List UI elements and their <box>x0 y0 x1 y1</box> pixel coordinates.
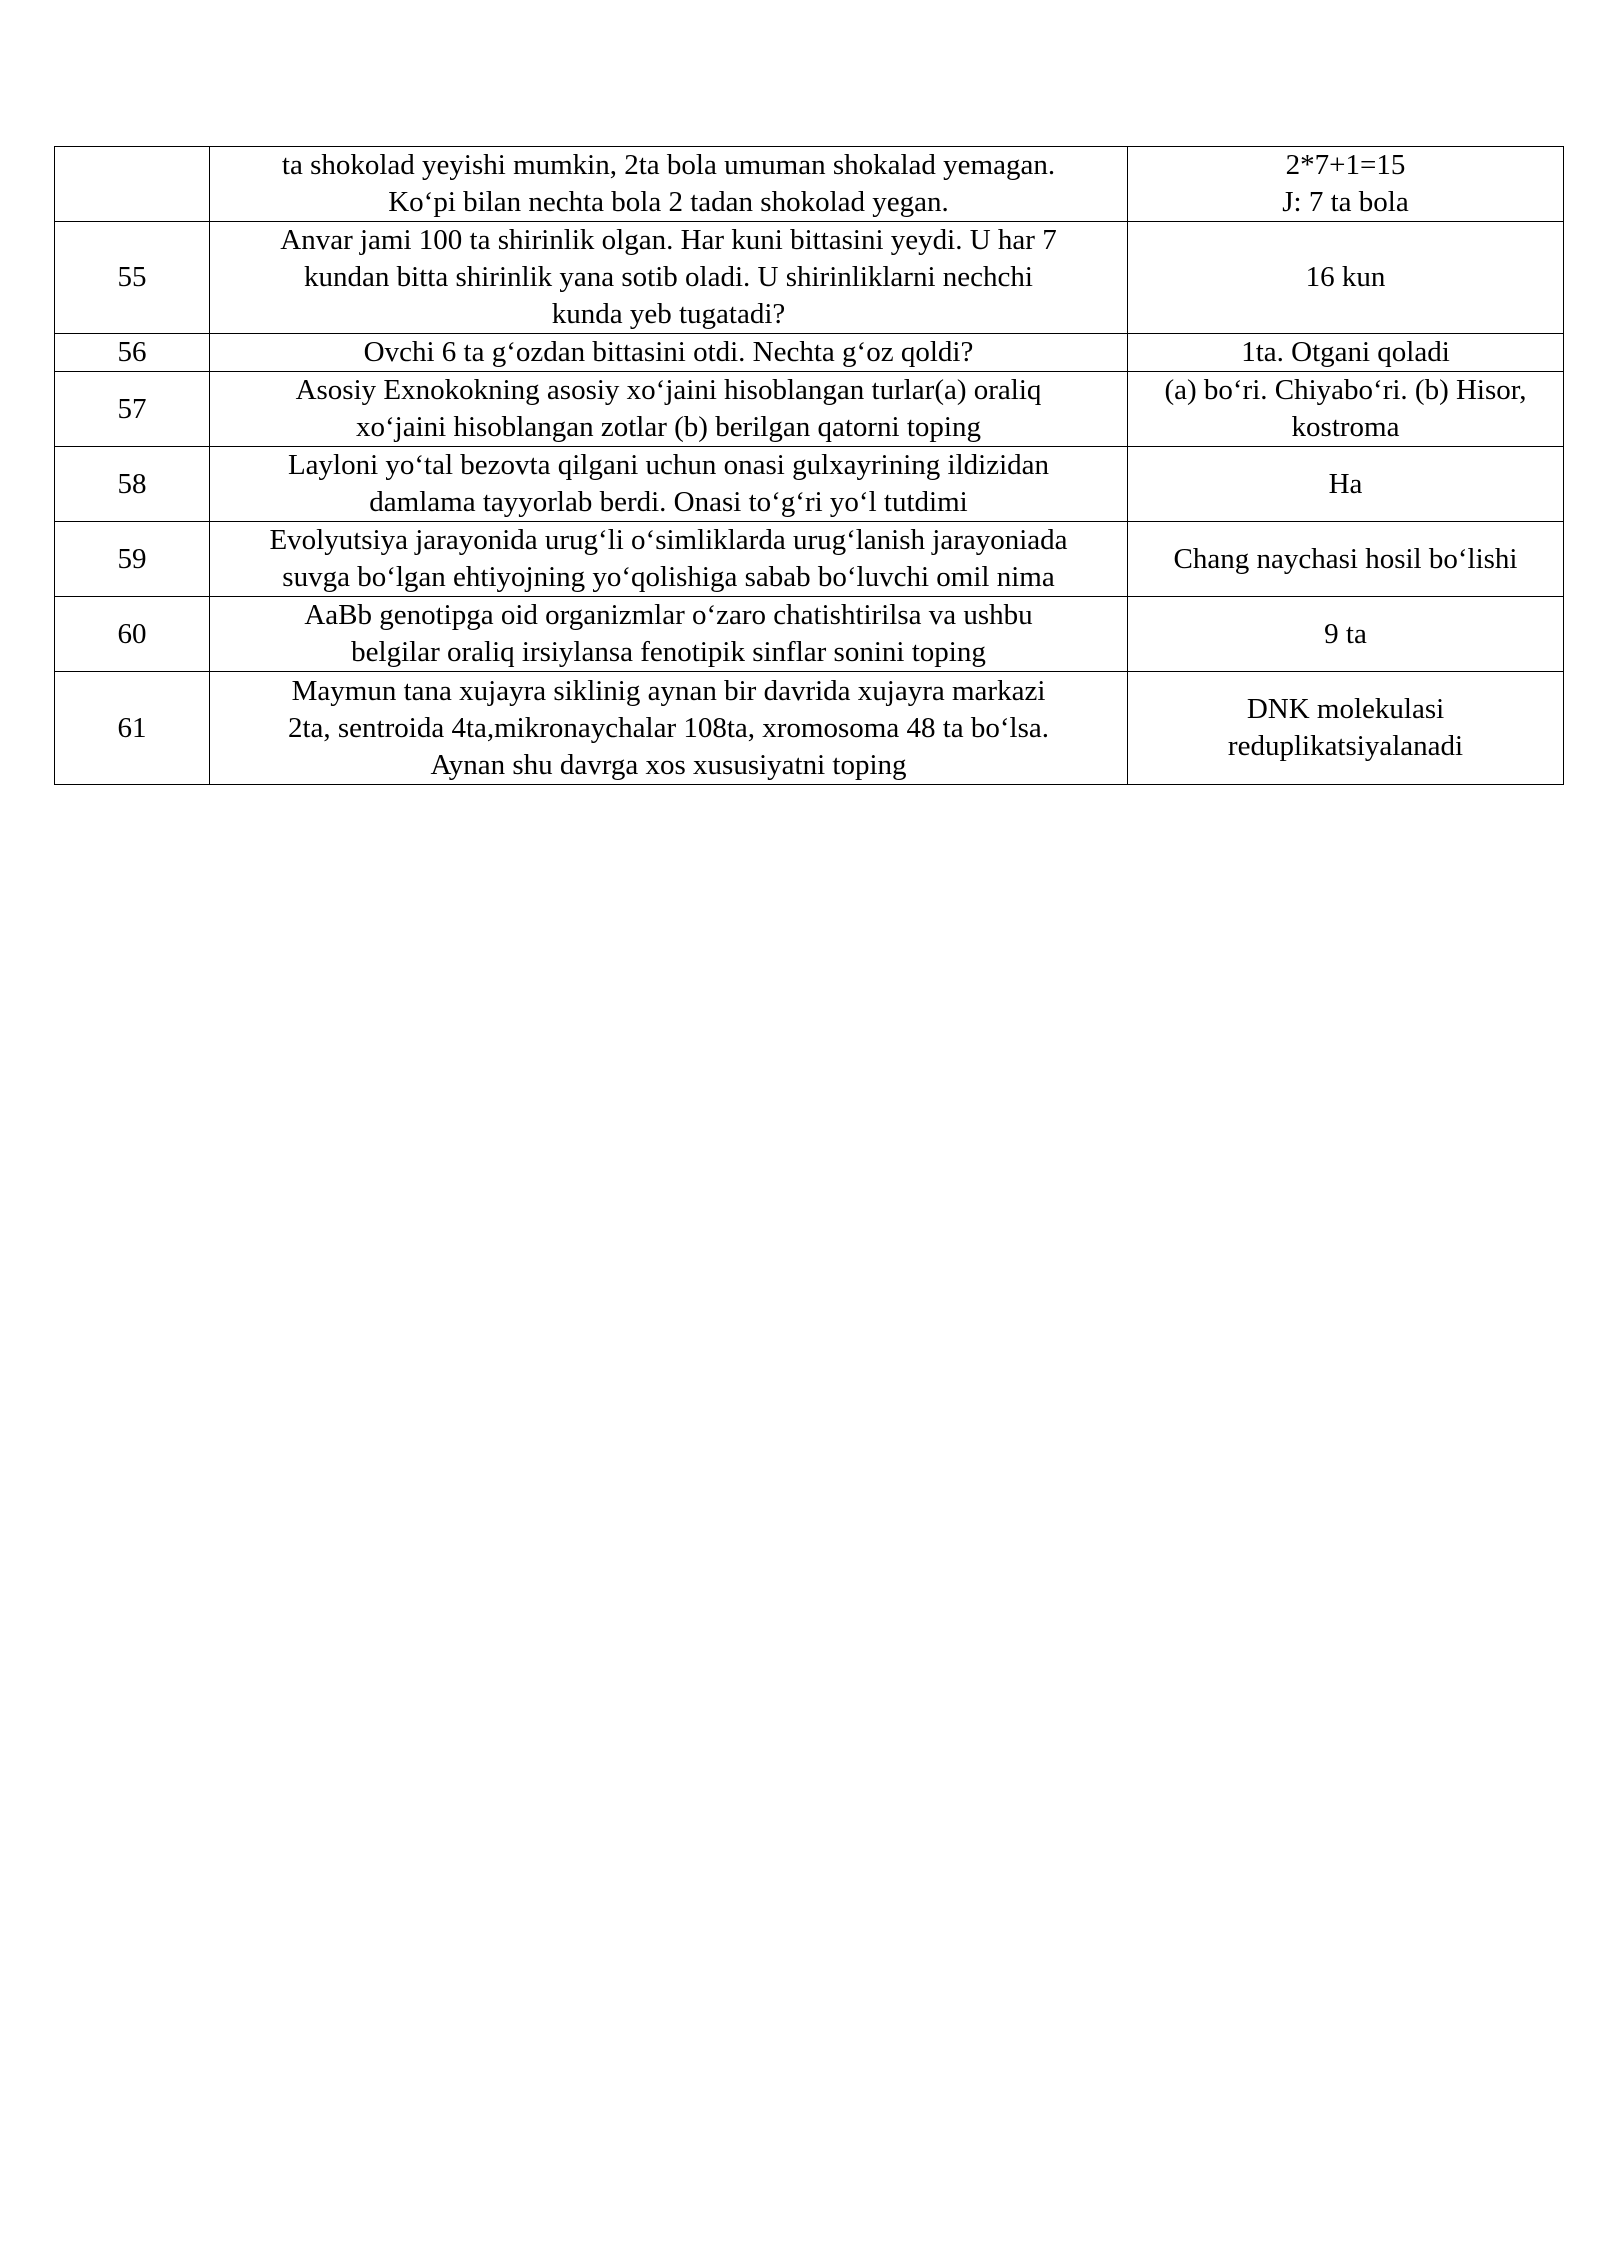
table-row <box>55 372 1564 447</box>
question-cell <box>210 222 1128 334</box>
answer-line: kostroma <box>1291 411 1400 443</box>
answer-line: (a) bo‘ri. Chiyabo‘ri. (b) Hisor, <box>1164 374 1527 406</box>
answer-line: 16 kun <box>1305 261 1386 293</box>
question-line: Evolyutsiya jarayonida urug‘li o‘simliklarda urug‘lanish jarayoniada <box>269 524 1068 556</box>
question-line: AaBb genotipga oid organizmlar o‘zaro chatishtirilsa va ushbu <box>304 599 1033 631</box>
answer-line: reduplikatsiyalanadi <box>1227 730 1464 762</box>
question-line: Layloni yo‘tal bezovta qilgani uchun onasi gulxayrining ildizidan <box>287 449 1050 481</box>
row-number-cell: 59 <box>55 522 210 597</box>
question-line: Ovchi 6 ta g‘ozdan bittasini otdi. Nechta g‘oz qoldi? <box>363 336 974 368</box>
question-cell <box>210 597 1128 672</box>
table-row <box>55 447 1564 522</box>
answer-cell <box>1128 334 1564 372</box>
question-line: kundan bitta shirinlik yana sotib oladi. U shirinliklarni nechchi <box>304 261 1033 293</box>
table-row <box>55 597 1564 672</box>
row-number-cell <box>55 147 210 222</box>
answer-cell <box>1128 147 1564 222</box>
question-cell <box>210 334 1128 372</box>
question-line: belgilar oraliq irsiylansa fenotipik sinflar sonini toping <box>351 636 986 668</box>
question-cell <box>210 147 1128 222</box>
question-line: damlama tayyorlab berdi. Onasi to‘g‘ri yo‘l tutdimi <box>369 486 968 518</box>
row-number-cell: 55 <box>55 222 210 334</box>
table-row <box>55 222 1564 334</box>
row-number-cell: 56 <box>55 334 210 372</box>
row-number-cell: 58 <box>55 447 210 522</box>
question-cell <box>210 522 1128 597</box>
question-line: Maymun tana xujayra siklinig aynan bir davrida xujayra markazi <box>291 674 1046 707</box>
answer-line: 9 ta <box>1324 617 1367 650</box>
answer-line: 2*7+1=15 <box>1285 149 1406 181</box>
question-line: kunda yeb tugatadi? <box>551 298 786 330</box>
answer-cell <box>1128 372 1564 447</box>
answer-cell <box>1128 222 1564 334</box>
question-line: 2ta, sentroida 4ta,mikronaychalar 108ta, xromosoma 48 ta bo‘lsa. <box>287 711 1050 744</box>
table-row <box>55 334 1564 372</box>
answer-cell <box>1128 522 1564 597</box>
question-cell <box>210 372 1128 447</box>
table-row <box>55 672 1564 785</box>
question-line: Aynan shu davrga xos xususiyatni toping <box>430 748 907 781</box>
question-line: ta shokolad yeyishi mumkin, 2ta bola umuman shokalad yemagan. <box>281 149 1056 181</box>
table-row <box>55 522 1564 597</box>
answer-cell <box>1128 672 1564 785</box>
question-line: Anvar jami 100 ta shirinlik olgan. Har kuni bittasini yeydi. U har 7 <box>280 224 1057 256</box>
answer-line: DNK molekulasi <box>1246 693 1445 725</box>
answer-line: Chang naychasi hosil bo‘lishi <box>1173 542 1518 575</box>
answer-line: Ha <box>1328 467 1363 500</box>
row-number-cell: 60 <box>55 597 210 672</box>
question-answer-table <box>54 146 1564 785</box>
answer-line: 1ta. Otgani qoladi <box>1241 336 1450 368</box>
question-line: Ko‘pi bilan nechta bola 2 tadan shokolad yegan. <box>388 186 949 218</box>
answer-cell <box>1128 597 1564 672</box>
question-cell <box>210 447 1128 522</box>
row-number-cell: 61 <box>55 672 210 785</box>
row-number-cell: 57 <box>55 372 210 447</box>
question-line: Asosiy Exnokokning asosiy xo‘jaini hisoblangan turlar(a) oraliq <box>295 374 1042 406</box>
question-line: suvga bo‘lgan ehtiyojning yo‘qolishiga sabab bo‘luvchi omil nima <box>282 561 1055 593</box>
answer-cell <box>1128 447 1564 522</box>
question-cell <box>210 672 1128 785</box>
answer-line: J: 7 ta bola <box>1282 186 1409 218</box>
table-row <box>55 147 1564 222</box>
question-line: xo‘jaini hisoblangan zotlar (b) berilgan qatorni toping <box>356 411 981 443</box>
